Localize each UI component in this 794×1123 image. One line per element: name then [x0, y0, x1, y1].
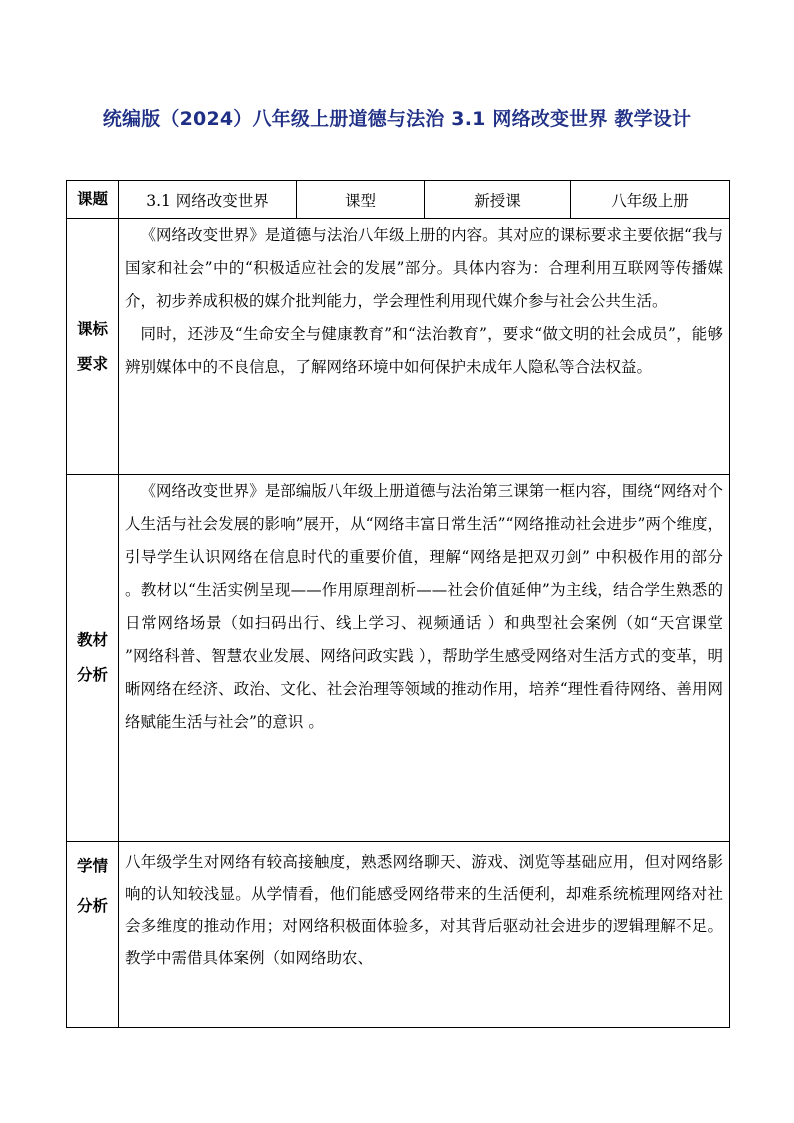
- curriculum-row: [67, 219, 730, 475]
- learners-paragraph: 八年级学生对网络有较高接触度，熟悉网络聊天、游戏、浏览等基础应用，但对网络影响的认知较浅显。从学情看，他们能感受网络带来的生活便利，却难系统梳理网络对社会多维度的推动作用；对网络积极面体验多，对其背后驱动社会进步的逻辑理解不足。教学中需借具体案例（如网络助农、: [125, 853, 723, 967]
- textbook-label: 教材分析: [67, 475, 119, 842]
- lesson-type-label: 课型: [297, 181, 425, 219]
- document-title: 统编版（2024）八年级上册道德与法治 3.1 网络改变世界 教学设计: [102, 108, 692, 130]
- learners-label: 学情分析: [67, 842, 119, 1028]
- learners-row: [67, 842, 730, 1028]
- lesson-label: 课题: [67, 181, 119, 219]
- lesson-plan-table: [66, 180, 730, 1028]
- curriculum-paragraph: 《网络改变世界》是道德与法治八年级上册的内容。其对应的课标要求主要依据“我与国家和社会”中的“积极适应社会的发展”部分。具体内容为：合理利用互联网等传播媒介，初步养成积极的媒介批判能力，学会理性利用现代媒介参与社会公共生活。: [125, 226, 723, 310]
- curriculum-paragraph: 同时，还涉及“生命安全与健康教育”和“法治教育”，要求“做文明的社会成员”，能够辨别媒体中的不良信息，了解网络环境中如何保护未成年人隐私等合法权益。: [125, 325, 723, 376]
- curriculum-content: [119, 219, 730, 475]
- textbook-content: [119, 475, 730, 842]
- header-row: [67, 181, 730, 219]
- textbook-row: [67, 475, 730, 842]
- learners-content: [119, 842, 730, 1028]
- lesson-type-value: 新授课: [425, 181, 571, 219]
- lesson-name: 3.1 网络改变世界: [119, 181, 297, 219]
- curriculum-label: 课标要求: [67, 219, 119, 475]
- grade-value: 八年级上册: [571, 181, 730, 219]
- textbook-paragraph: 《网络改变世界》是部编版八年级上册道德与法治第三课第一框内容，围绕“网络对个人生活与社会发展的影响”展开，从“网络丰富日常生活”“网络推动社会进步”两个维度，引导学生认识网络在信息时代的重要价值，理解“网络是把双刃剑” 中积极作用的部分 。教材以“生活实例呈现——作用原理剖析——社会价值延伸”为主线，结合学生熟悉的日常网络场景（如扫码出行、线上学习、视频通话 ）和典型社会案例（如“天宫课堂 ”网络科普、智慧农业发展、网络问政实践 ），帮助学生感受网络对生活方式的变革，明晰网络在经济、政治、文化、社会治理等领域的推动作用，培养“理性看待网络、善用网络赋能生活与社会”的意识 。: [125, 482, 723, 731]
